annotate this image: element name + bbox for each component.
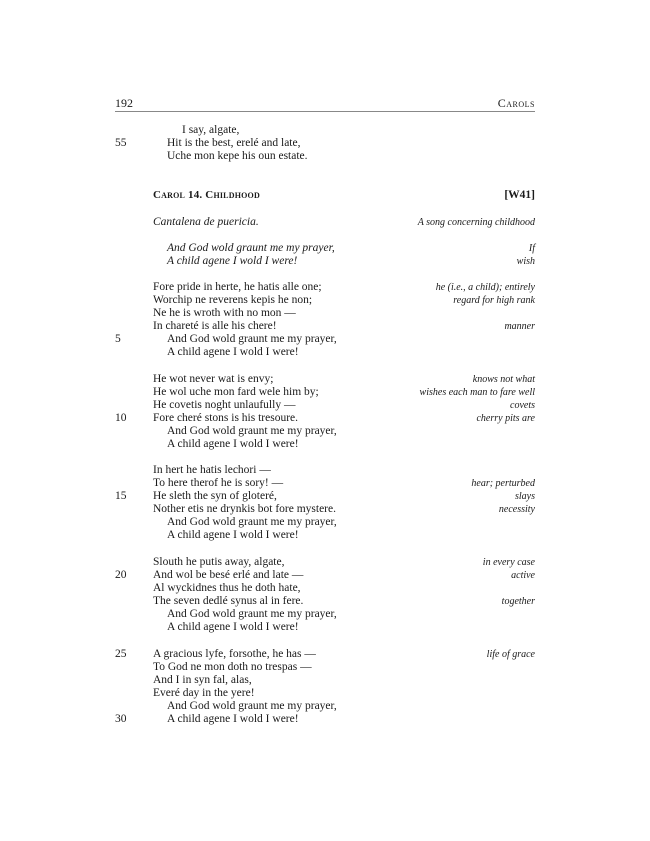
verse-line: In hert he hatis lechori — — [153, 464, 271, 476]
gloss: manner — [504, 321, 535, 332]
verse-line: He sleth the syn of gloteré, — [153, 490, 277, 502]
burden-line: And God wold graunt me my prayer, — [167, 242, 335, 254]
refrain-line: A child agene I wold I were! — [167, 529, 299, 541]
verse-line: He wol uche mon fard wele him by; — [153, 386, 319, 398]
gloss: cherry pits are — [476, 413, 535, 424]
verse-line: And wol be besé erlé and late — — [153, 569, 304, 581]
gloss: covets — [510, 400, 535, 411]
gloss: regard for high rank — [453, 295, 535, 306]
refrain-line: And God wold graunt me my prayer, — [167, 333, 337, 345]
refrain-line: A child agene I wold I were! — [167, 621, 299, 633]
refrain-line: A child agene I wold I were! — [167, 438, 299, 450]
verse-line: Al wyckidnes thus he doth hate, — [153, 582, 301, 594]
gloss: in every case — [482, 557, 535, 568]
header-rule — [115, 111, 535, 112]
verse-line: To here therof he is sory! — — [153, 477, 284, 489]
line-number: 30 — [115, 713, 127, 725]
verse-line: Hit is the best, erelé and late, — [167, 137, 301, 149]
gloss: wish — [516, 256, 535, 267]
gloss: he (i.e., a child); entirely — [435, 282, 535, 293]
verse-line: Worchip ne reverens kepis he non; — [153, 294, 313, 306]
line-number: 25 — [115, 648, 127, 660]
verse-line: In chareté is alle his chere! — [153, 320, 277, 332]
gloss: together — [501, 596, 535, 607]
verse-line: I say, algate, — [182, 124, 240, 136]
verse-line: He wot never wat is envy; — [153, 373, 274, 385]
line-number: 5 — [115, 333, 121, 345]
verse-line: To God ne mon doth no trespas — — [153, 661, 312, 673]
refrain-line: A child agene I wold I were! — [167, 713, 299, 725]
gloss: wishes each man to fare well — [419, 387, 535, 398]
running-title: Carols — [497, 96, 535, 110]
line-number: 15 — [115, 490, 127, 502]
verse-line: Ne he is wroth with no mon — — [153, 307, 296, 319]
refrain-line: A child agene I wold I were! — [167, 346, 299, 358]
refrain-line: And God wold graunt me my prayer, — [167, 608, 337, 620]
refrain-line: And God wold graunt me my prayer, — [167, 425, 337, 437]
gloss: necessity — [498, 504, 535, 515]
verse-line: And I in syn fal, alas, — [153, 674, 252, 686]
carol-title: Carol 14. Childhood — [153, 189, 260, 201]
verse-line: Nother etis ne drynkis bot fore mystere. — [153, 503, 336, 515]
carol-id: [W41] — [504, 189, 535, 201]
verse-line: Everé day in the yere! — [153, 687, 255, 699]
page-number: 192 — [115, 96, 133, 110]
heading-gloss: A song concerning childhood — [417, 217, 535, 228]
verse-line: Uche mon kepe his oun estate. — [167, 150, 308, 162]
gloss: hear; perturbed — [471, 478, 535, 489]
gloss: knows not what — [472, 374, 535, 385]
verse-line: The seven dedlé synus al in fere. — [153, 595, 304, 607]
latin-heading: Cantalena de puericia. — [153, 216, 259, 228]
verse-line: He covetis noght unlaufully — — [153, 399, 296, 411]
gloss: active — [511, 570, 535, 581]
gloss: slays — [515, 491, 535, 502]
gloss: If — [528, 243, 535, 254]
gloss: life of grace — [486, 649, 535, 660]
verse-line: Fore cheré stons is his tresoure. — [153, 412, 298, 424]
verse-line: A gracious lyfe, forsothe, he has — — [153, 648, 316, 660]
verse-line: Fore pride in herte, he hatis alle one; — [153, 281, 322, 293]
burden-line: A child agene I wold I were! — [167, 255, 298, 267]
line-number: 20 — [115, 569, 127, 581]
line-number: 10 — [115, 412, 127, 424]
refrain-line: And God wold graunt me my prayer, — [167, 700, 337, 712]
verse-line: Slouth he putis away, algate, — [153, 556, 285, 568]
line-number: 55 — [115, 137, 127, 149]
refrain-line: And God wold graunt me my prayer, — [167, 516, 337, 528]
